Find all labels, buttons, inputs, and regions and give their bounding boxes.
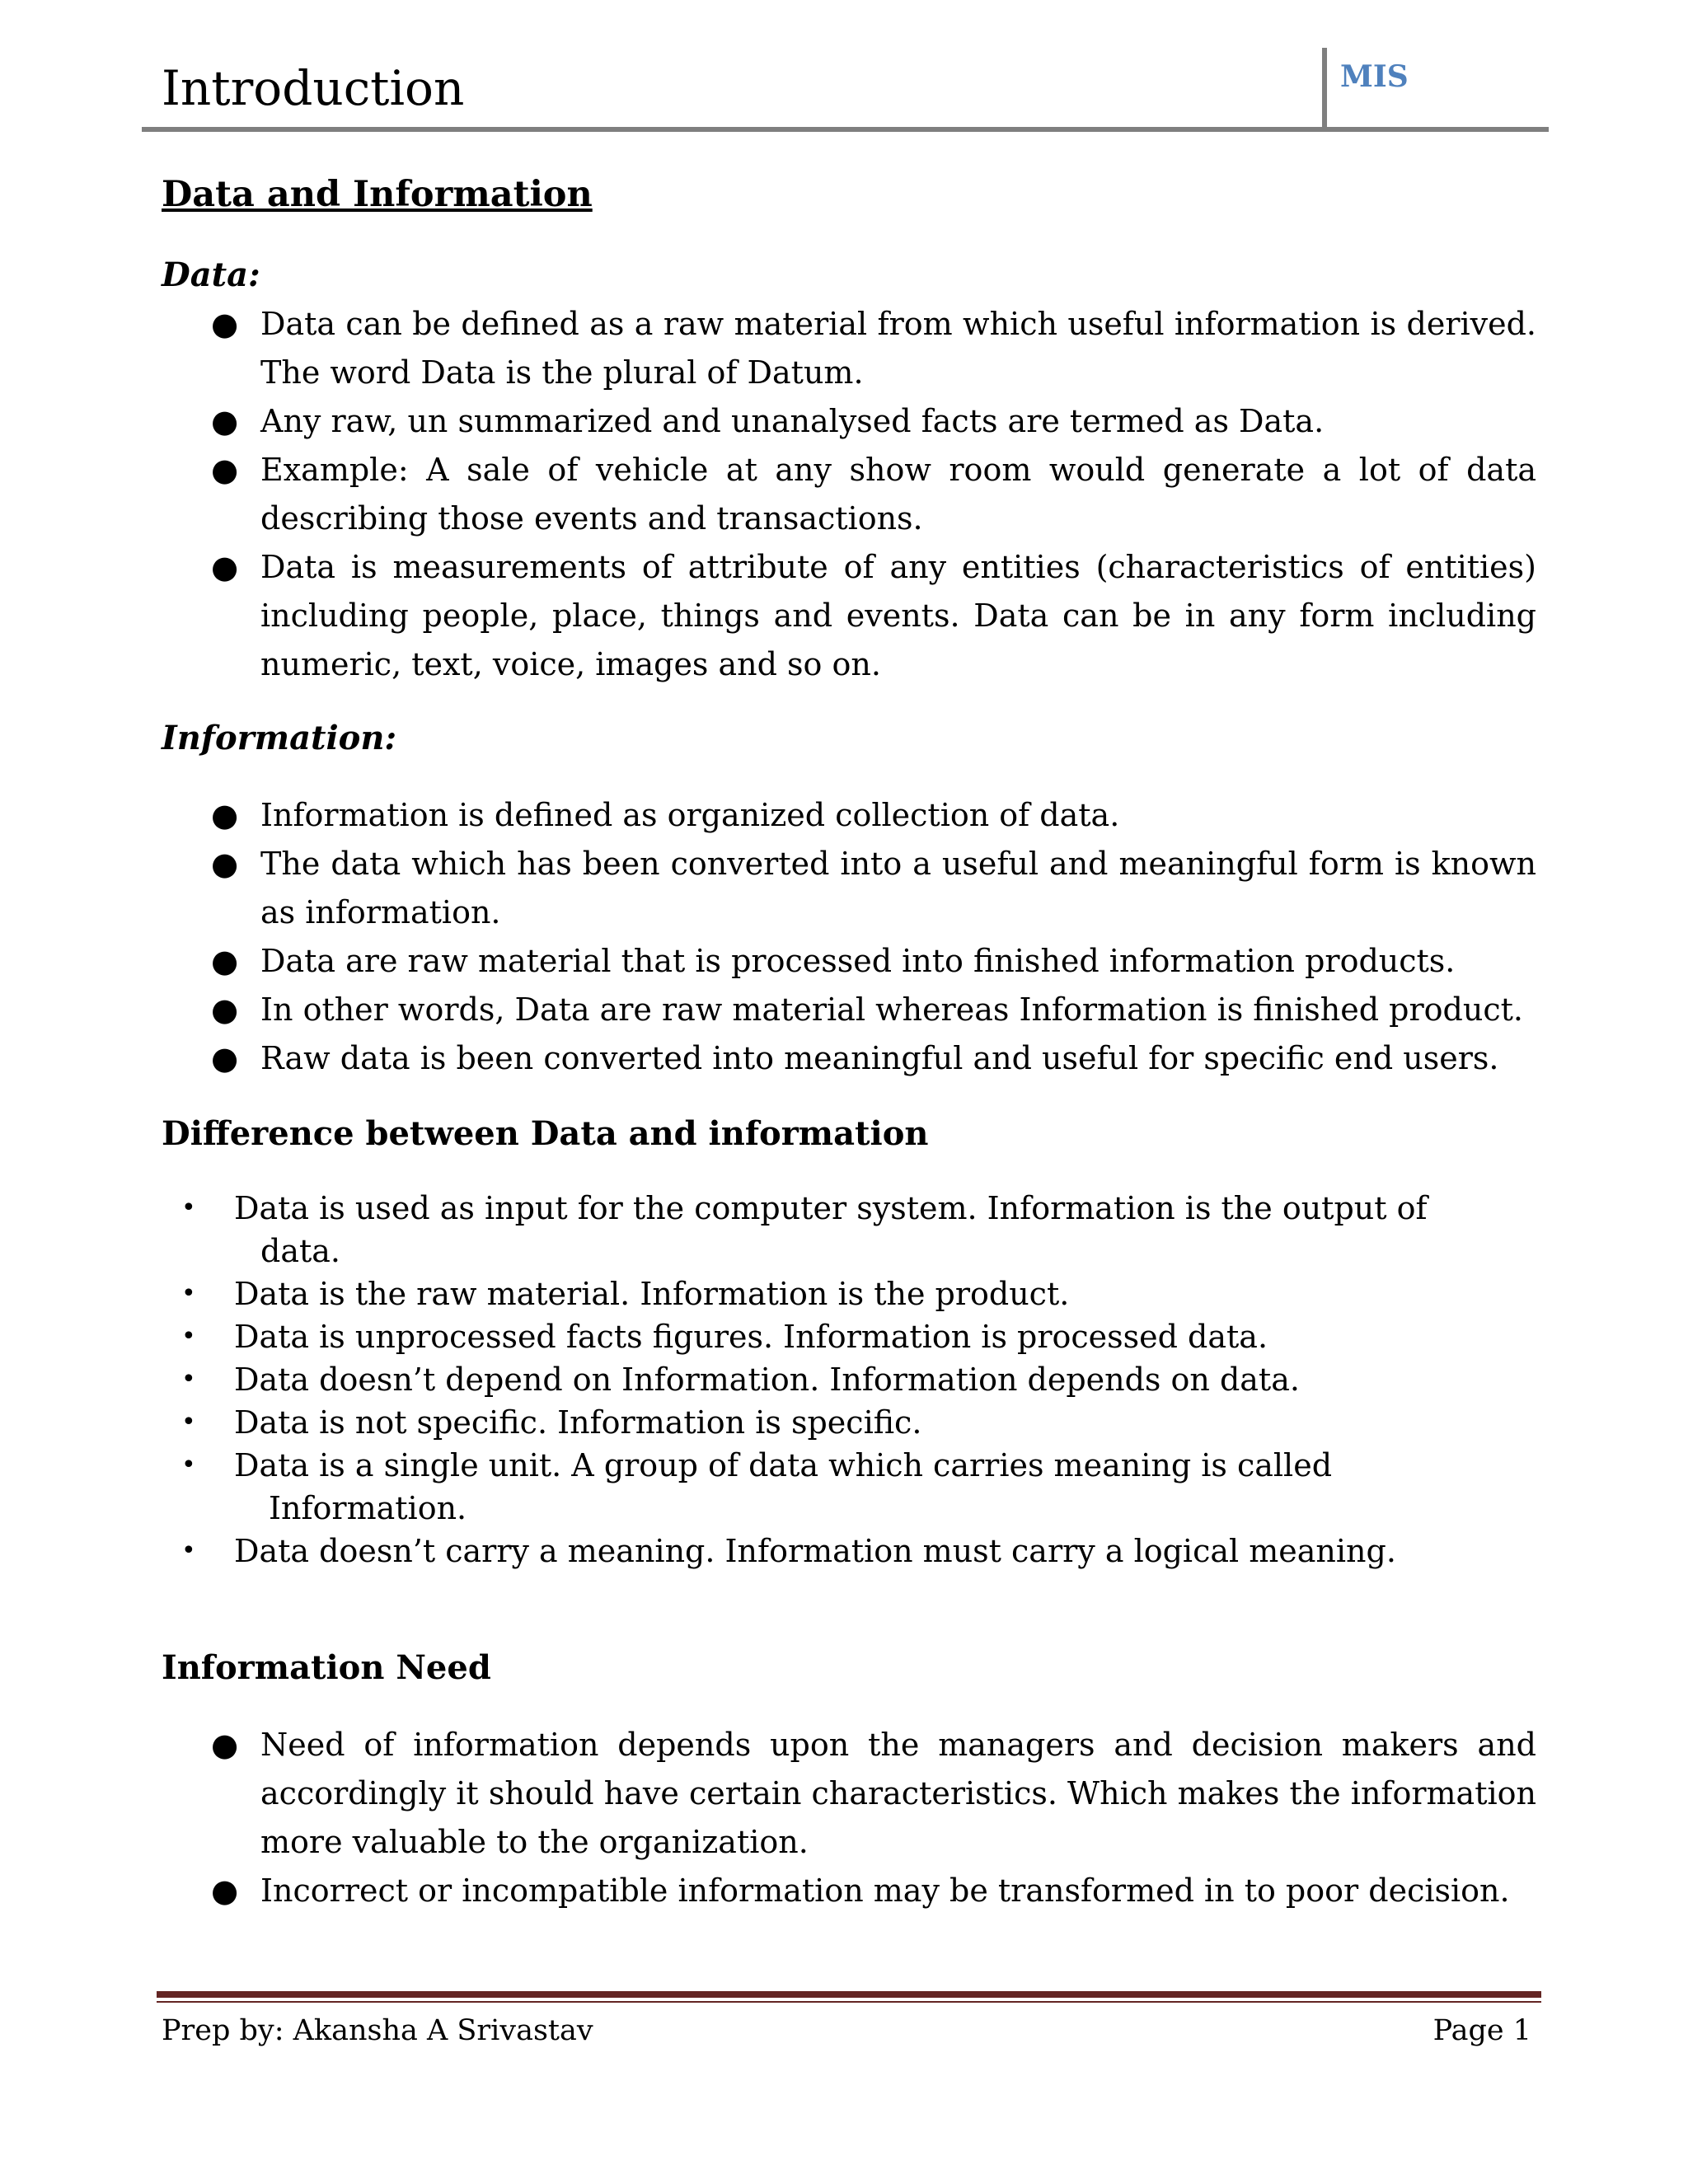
need-list <box>162 1721 1536 1915</box>
main-heading: Data and Information <box>162 174 593 215</box>
list-item: ● Any raw, un summarized and unanalysed facts are termed as Data. <box>162 397 1536 446</box>
bullet-icon: ● <box>211 452 239 488</box>
content <box>162 165 1536 1915</box>
bullet-icon: ● <box>211 1872 239 1909</box>
data-heading: Data: <box>162 255 260 294</box>
list-item: ● The data which has been converted into a useful and meaningful form is known as information. <box>162 840 1536 937</box>
list-item: ● In other words, Data are raw material whereas Information is finished product. <box>162 986 1536 1034</box>
header-tag: MIS <box>1340 59 1409 94</box>
bullet-icon: ● <box>211 403 239 439</box>
bullet-icon: • <box>181 1193 196 1222</box>
bullet-icon: ● <box>211 846 239 882</box>
header-divider <box>1322 48 1327 130</box>
bullet-icon: • <box>181 1451 196 1479</box>
list-item: ● Data are raw material that is processed into finished information products. <box>162 937 1536 986</box>
list-item: • Data is used as input for the computer system. Information is the output of data. <box>162 1187 1536 1272</box>
list-item: ● Example: A sale of vehicle at any show room would generate a lot of data describing those events and transactions. <box>162 446 1536 543</box>
footer-rule <box>157 1991 1541 1998</box>
bullet-icon: ● <box>211 1040 239 1076</box>
bullet-icon: • <box>181 1322 196 1351</box>
information-heading: Information: <box>162 719 397 757</box>
list-item: • Data is not specific. Information is specific. <box>162 1401 1536 1444</box>
need-heading: Information Need <box>162 1648 491 1687</box>
bullet-icon: ● <box>211 991 239 1028</box>
bullet-icon: • <box>181 1365 196 1394</box>
list-item: • Data doesn’t depend on Information. Information depends on data. <box>162 1358 1536 1401</box>
bullet-icon: ● <box>211 306 239 342</box>
list-item: ● Raw data is been converted into meaningful and useful for specific end users. <box>162 1034 1536 1083</box>
difference-list <box>162 1187 1536 1572</box>
difference-heading: Difference between Data and information <box>162 1114 929 1153</box>
bullet-icon: • <box>181 1536 196 1565</box>
list-item: • Data is a single unit. A group of data which carries meaning is called Information. <box>162 1444 1536 1530</box>
bullet-icon: ● <box>211 549 239 585</box>
list-item: ● Data can be defined as a raw material from which useful information is derived. The word Data is the plural of Datum. <box>162 300 1536 397</box>
list-item: ● Information is defined as organized collection of data. <box>162 791 1536 840</box>
list-item: • Data doesn’t carry a meaning. Information must carry a logical meaning. <box>162 1530 1536 1572</box>
bullet-icon: ● <box>211 1727 239 1763</box>
header-rule <box>142 127 1549 132</box>
bullet-icon: • <box>181 1279 196 1308</box>
page-number: Page 1 <box>1432 2014 1531 2047</box>
list-item: • Data is unprocessed facts figures. Information is processed data. <box>162 1315 1536 1358</box>
information-list <box>162 791 1536 1083</box>
header-title: Introduction <box>162 60 465 116</box>
footer-author: Prep by: Akansha A Srivastav <box>162 2014 593 2047</box>
data-list <box>162 300 1536 689</box>
bullet-icon: ● <box>211 797 239 833</box>
list-item: ● Need of information depends upon the managers and decision makers and accordingly it should have certain characteristics. Which makes the information more valuable to the organization. <box>162 1721 1536 1867</box>
footer-rule-thin <box>157 2001 1541 2003</box>
list-item: • Data is the raw material. Information is the product. <box>162 1272 1536 1315</box>
bullet-icon: ● <box>211 943 239 979</box>
list-item: ● Incorrect or incompatible information may be transformed in to poor decision. <box>162 1867 1536 1915</box>
bullet-icon: • <box>181 1408 196 1436</box>
list-item: ● Data is measurements of attribute of any entities (characteristics of entities) including people, place, things and events. Data can be in any form including numeric, text, voice, images and so on. <box>162 543 1536 689</box>
